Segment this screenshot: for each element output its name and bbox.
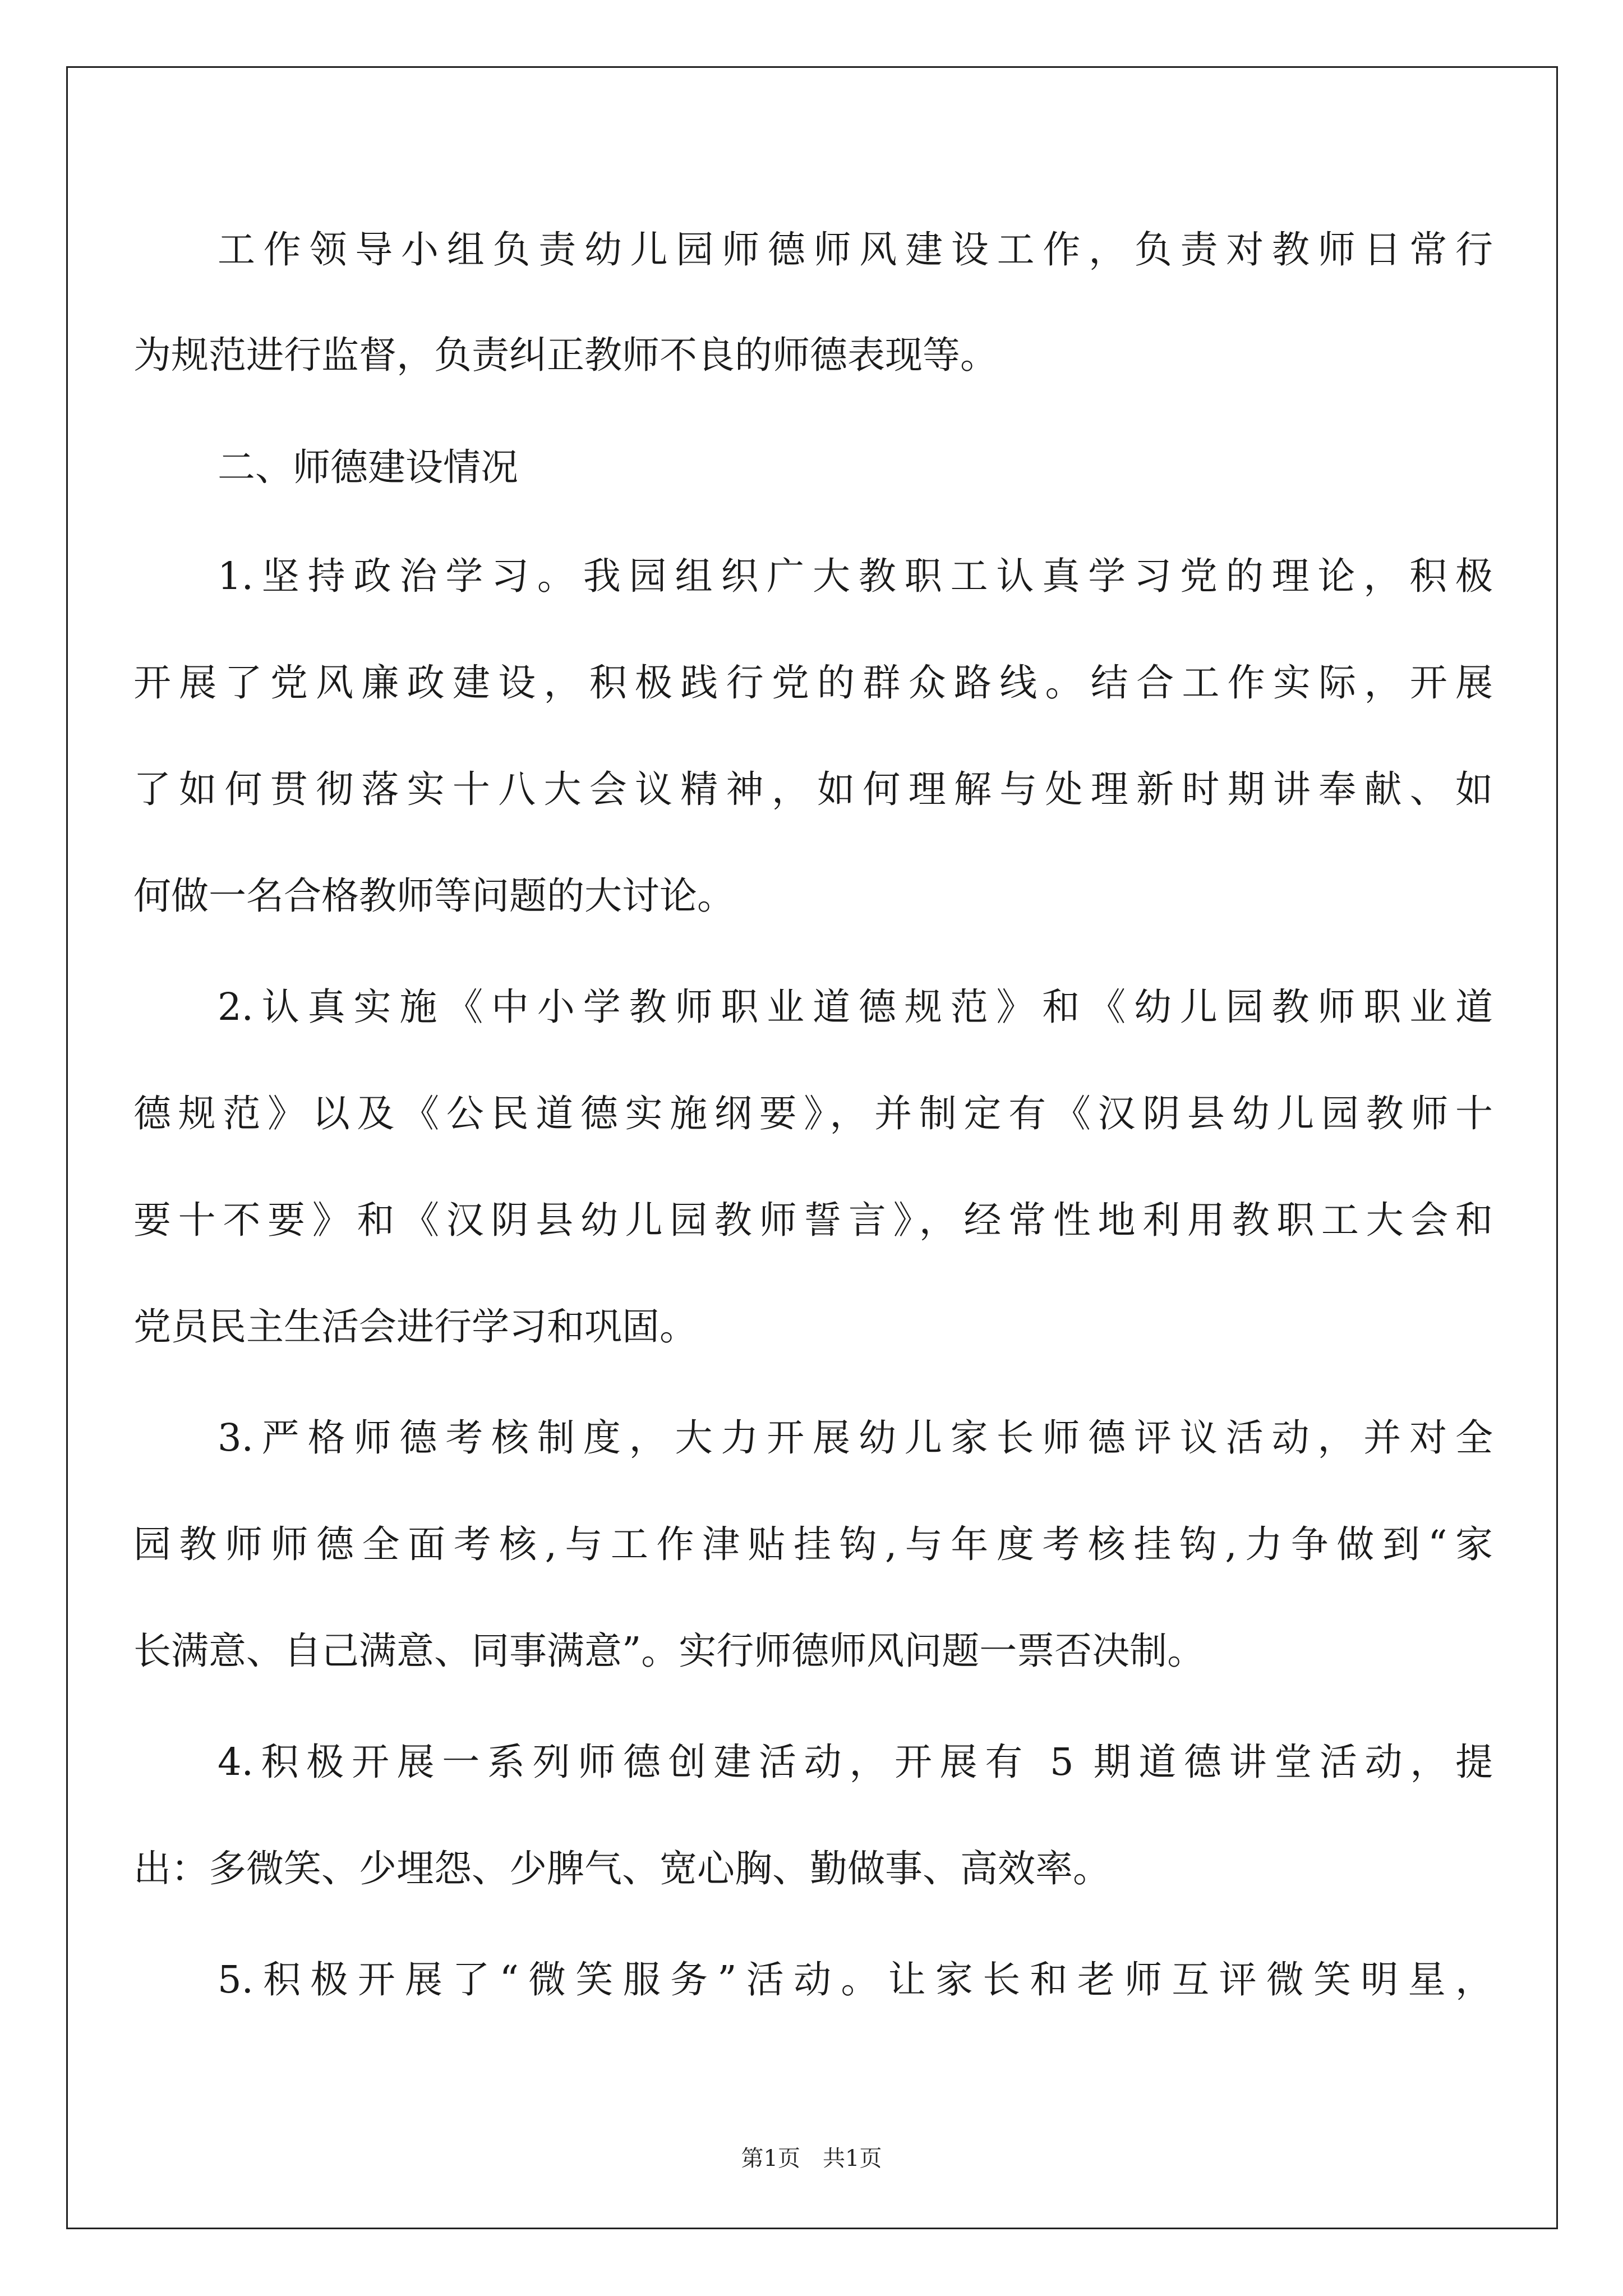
paragraph-line: 3.严格师德考核制度，大力开展幼儿家长师德评议活动，并对全 — [218, 1416, 1493, 1460]
section-heading: 二、师德建设情况 — [218, 445, 518, 489]
paragraph-line: 4.积极开展一系列师德创建活动，开展有 5 期道德讲堂活动，提 — [218, 1740, 1493, 1784]
paragraph-line: 工作领导小组负责幼儿园师德师风建设工作，负责对教师日常行 — [218, 228, 1493, 272]
paragraph-line: 德规范》以及《公民道德实施纲要》，并制定有《汉阴县幼儿园教师十 — [133, 1092, 1493, 1135]
paragraph-line: 开展了党风廉政建设，积极践行党的群众路线。结合工作实际，开展 — [133, 661, 1493, 705]
paragraph-line: 园教师师德全面考核,与工作津贴挂钩,与年度考核挂钩,力争做到“家 — [133, 1522, 1493, 1566]
paragraph-line: 何做一名合格教师等问题的大讨论。 — [133, 874, 735, 918]
paragraph-line: 出：多微笑、少埋怨、少脾气、宽心胸、勤做事、高效率。 — [133, 1847, 1110, 1890]
paragraph-line: 1.坚持政治学习。我园组织广大教职工认真学习党的理论，积极 — [218, 554, 1493, 598]
paragraph-line: 2.认真实施《中小学教师职业道德规范》和《幼儿园教师职业道 — [218, 985, 1493, 1029]
paragraph-line: 了如何贯彻落实十八大会议精神，如何理解与处理新时期讲奉献、如 — [133, 767, 1493, 811]
paragraph-line: 5.积极开展了“微笑服务”活动。让家长和老师互评微笑明星， — [218, 1958, 1493, 2001]
paragraph-line: 要十不要》和《汉阴县幼儿园教师誓言》，经常性地利用教职工大会和 — [133, 1198, 1493, 1242]
paragraph-line: 长满意、自己满意、同事满意”。实行师德师风问题一票否决制。 — [133, 1629, 1205, 1673]
page-border — [66, 66, 1558, 2229]
page-number-footer: 第1页 共1页 — [741, 2146, 882, 2171]
paragraph-line: 党员民主生活会进行学习和巩固。 — [133, 1305, 697, 1349]
paragraph-line: 为规范进行监督，负责纠正教师不良的师德表现等。 — [133, 333, 998, 377]
